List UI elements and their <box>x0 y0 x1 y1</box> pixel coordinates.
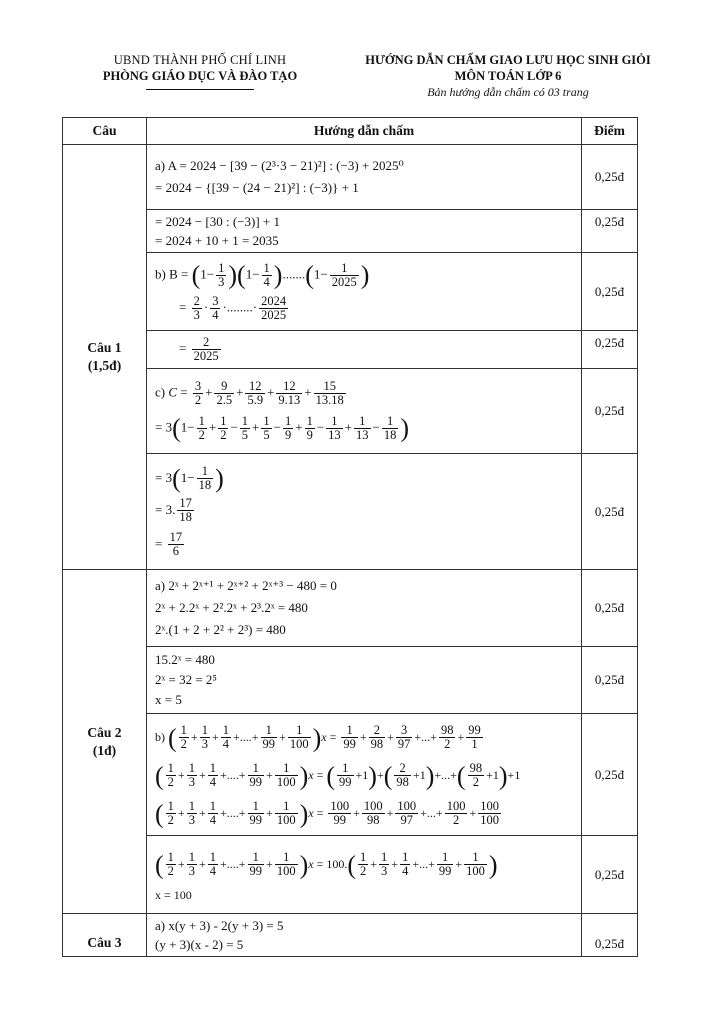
guide-line: = $\frac{2}{3}$ · $\frac{3}{4}$ ·........· $\frac{2024}{2025}$ <box>179 293 287 322</box>
guide-line: 2ˣ + 2.2ˣ + 2².2ˣ + 2³.2ˣ = 480 <box>155 600 308 615</box>
question-1-name: Câu 1 <box>87 340 122 355</box>
score-cell: 0,25đ <box>582 369 638 454</box>
page-note: Bản hướng dẫn chấm có 03 trang <box>427 85 589 99</box>
question-3-name: Câu 3 <box>87 935 122 950</box>
guide-line: b) ( $\frac{1}{2}$ + $\frac{1}{3}$ + $\frac{1}{4}$ +....+ $\frac{1}{99}$ + $\frac{1}{100}$ )x = $\frac{1}{99}$ + $\frac{2}{98}$ + $\frac{3}{97}$ +...+ $\frac{98}{2}$ + $\frac{99}{1}$ <box>155 722 481 752</box>
guide-cell <box>147 210 582 253</box>
table-row <box>63 145 638 210</box>
guide-cell <box>147 331 582 369</box>
guide-line: = 2024 − {[39 − (24 − 21)²] : (−3)} + 1 <box>155 180 359 195</box>
guide-line: a) A = 2024 − [39 − (2³·3 − 21)²] : (−3) + 2025⁰ <box>155 158 404 173</box>
score-cell: 0,25đ <box>582 331 638 369</box>
guide-line: (y + 3)(x - 2) = 5 <box>155 937 244 952</box>
guide-line: ( $\frac{1}{2}$ + $\frac{1}{3}$ + $\frac{1}{4}$ +....+ $\frac{1}{99}$ + $\frac{1}{100}$ )x = ( $\frac{1}{99}$ +1)+( $\frac{2}{98}$ +1)+...+( $\frac{98}{2}$ +1)+1 <box>155 760 521 790</box>
table-row <box>63 836 638 914</box>
table-header-row <box>63 118 638 145</box>
score-cell: 0,25đ <box>582 647 638 714</box>
table-row <box>63 210 638 253</box>
question-1-points: (1,5đ) <box>87 358 122 373</box>
guide-cell <box>147 714 582 836</box>
table-row <box>63 454 638 570</box>
score-cell: 0,25đ <box>582 714 638 836</box>
guide-cell <box>147 454 582 570</box>
equals-sign: = <box>179 340 187 356</box>
guide-line: 15.2ˣ = 480 <box>155 652 215 667</box>
table-row <box>63 914 638 957</box>
title-line-1: HƯỚNG DẪN CHẤM GIAO LƯU HỌC SINH GIỎI <box>365 53 651 67</box>
guide-line: b) B = (1− $\frac{1}{3}$ )(1− $\frac{1}{4}$ ).......(1− $\frac{1}{2025}$ ) <box>155 260 370 289</box>
guide-line: x = 5 <box>155 692 182 707</box>
guide-line: = 2024 − [30 : (−3)] + 1 <box>155 214 281 229</box>
score-cell: 0,25đ <box>582 570 638 647</box>
guide-line: = 3(1− $\frac{1}{2}$ + $\frac{1}{2}$ − $\frac{1}{5}$ + $\frac{1}{5}$ − $\frac{1}{9}$ + $\frac{1}{9}$ − $\frac{1}{13}$ + $\frac{1}{13}$ − $\frac{1}{18}$ ) <box>155 413 410 443</box>
score-cell: 0,25đ <box>582 145 638 210</box>
guide-line: 2ˣ.(1 + 2 + 2² + 2³) = 480 <box>155 622 286 637</box>
guide-cell <box>147 914 582 957</box>
question-2-name: Câu 2 <box>87 724 122 740</box>
score-cell: 0,25đ <box>582 253 638 331</box>
table-row <box>63 369 638 454</box>
score-cell: 0,25đ <box>582 914 638 957</box>
header-title <box>348 52 668 100</box>
score-cell: 0,25đ <box>582 454 638 570</box>
guide-line: ( $\frac{1}{2}$ + $\frac{1}{3}$ + $\frac{1}{4}$ +....+ $\frac{1}{99}$ + $\frac{1}{100}$ )x = 100.( $\frac{1}{2}$ + $\frac{1}{3}$ + $\frac{1}{4}$ +...+ $\frac{1}{99}$ + $\frac{1}{100}$ ) <box>155 849 498 879</box>
guide-cell <box>147 369 582 454</box>
org-line-2: PHÒNG GIÁO DỤC VÀ ĐÀO TẠO <box>102 69 298 83</box>
org-line-1: UBND THÀNH PHỐ CHÍ LINH <box>113 53 287 67</box>
score-cell: 0,25đ <box>582 836 638 914</box>
grading-table <box>62 117 638 957</box>
part-c-label: c) <box>155 384 166 400</box>
guide-line: 2ˣ = 32 = 2⁵ <box>155 672 217 687</box>
part-b-label: b) B = <box>155 265 189 281</box>
guide-line: c) C = $\frac{3}{2}$ + $\frac{9}{2.5}$ + $\frac{12}{5.9}$ + $\frac{12}{9.13}$ + $\frac{15}{13.18}$ <box>155 379 344 407</box>
header-organization <box>70 52 330 90</box>
guide-cell <box>147 836 582 914</box>
title-line-2: MÔN TOÁN LỚP 6 <box>454 69 562 83</box>
table-row <box>63 714 638 836</box>
guide-line: a) x(y + 3) - 2(y + 3) = 5 <box>155 918 284 933</box>
table-row <box>63 331 638 369</box>
question-2-points: (1đ) <box>92 742 117 758</box>
guide-line: a) 2ˣ + 2ˣ⁺¹ + 2ˣ⁺² + 2ˣ⁺³ − 480 = 0 <box>155 578 337 593</box>
guide-line: = 2024 + 10 + 1 = 2035 <box>155 233 279 248</box>
table-row <box>63 253 638 331</box>
question-2-cell <box>63 570 147 914</box>
guide-cell <box>147 253 582 331</box>
question-1-cell <box>63 145 147 570</box>
guide-line: = $\frac{2}{2025}$ <box>179 335 219 363</box>
guide-cell <box>147 570 582 647</box>
guide-line: ( $\frac{1}{2}$ + $\frac{1}{3}$ + $\frac{1}{4}$ +....+ $\frac{1}{99}$ + $\frac{1}{100}$ )x = $\frac{100}{99}$ + $\frac{100}{98}$ + $\frac{100}{97}$ +...+ $\frac{100}{2}$ + $\frac{100}{100}$ <box>155 798 499 828</box>
guide-cell <box>147 145 582 210</box>
guide-line: x = 100 <box>155 887 192 902</box>
col-question-header: Câu <box>63 118 147 145</box>
header-underline <box>146 89 254 90</box>
question-3-cell <box>63 914 147 957</box>
guide-line: = 3(1− $\frac{1}{18}$ ) <box>155 463 224 493</box>
guide-cell <box>147 647 582 714</box>
col-guide-header: Hướng dẫn chấm <box>147 118 582 145</box>
table-row <box>63 570 638 647</box>
score-cell: 0,25đ <box>582 210 638 253</box>
guide-line: = $\frac{17}{6}$ <box>155 530 183 559</box>
table-row <box>63 647 638 714</box>
guide-line: = 3. $\frac{17}{18}$ <box>155 496 192 525</box>
col-score-header: Điểm <box>582 118 638 145</box>
